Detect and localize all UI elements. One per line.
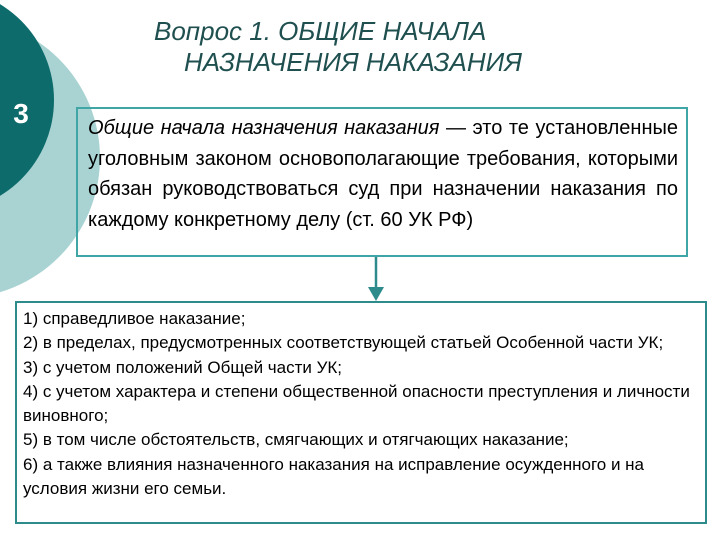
list-item: 2) в пределах, предусмотренных соответствующей статьей Особенной части УК;: [23, 333, 664, 353]
down-arrow-icon: [366, 257, 386, 303]
requirements-list: [15, 301, 707, 524]
list-item: 1) справедливое наказание;: [23, 309, 246, 328]
definition-term: Общие начала назначения наказания: [88, 117, 440, 139]
title-line-1: Вопрос 1. ОБЩИЕ НАЧАЛА: [154, 16, 487, 46]
definition-body: это те установленные уголовным законом основополагающие требования, которыми обязан руководствоваться суд при назначении наказания по каждому конкретному делу (ст. 60 УК РФ): [88, 117, 678, 231]
definition-dash: —: [439, 117, 473, 139]
definition-text: [88, 113, 678, 235]
list-item: 4) с учетом характера и степени общественной опасности преступления и личности виновного;: [23, 381, 690, 426]
slide-number: 3: [13, 98, 29, 129]
definition-box: [76, 107, 688, 257]
title-line-2: НАЗНАЧЕНИЯ НАКАЗАНИЯ: [184, 47, 522, 77]
list-item: 5) в том числе обстоятельств, смягчающих и отягчающих наказание;: [23, 430, 569, 450]
list-item: 6) а также влияния назначенного наказания на исправление осужденного и на условия жизни его семьи.: [23, 454, 645, 499]
list-item: 3) с учетом положений Общей части УК;: [23, 357, 343, 377]
slide-title: [140, 16, 660, 78]
